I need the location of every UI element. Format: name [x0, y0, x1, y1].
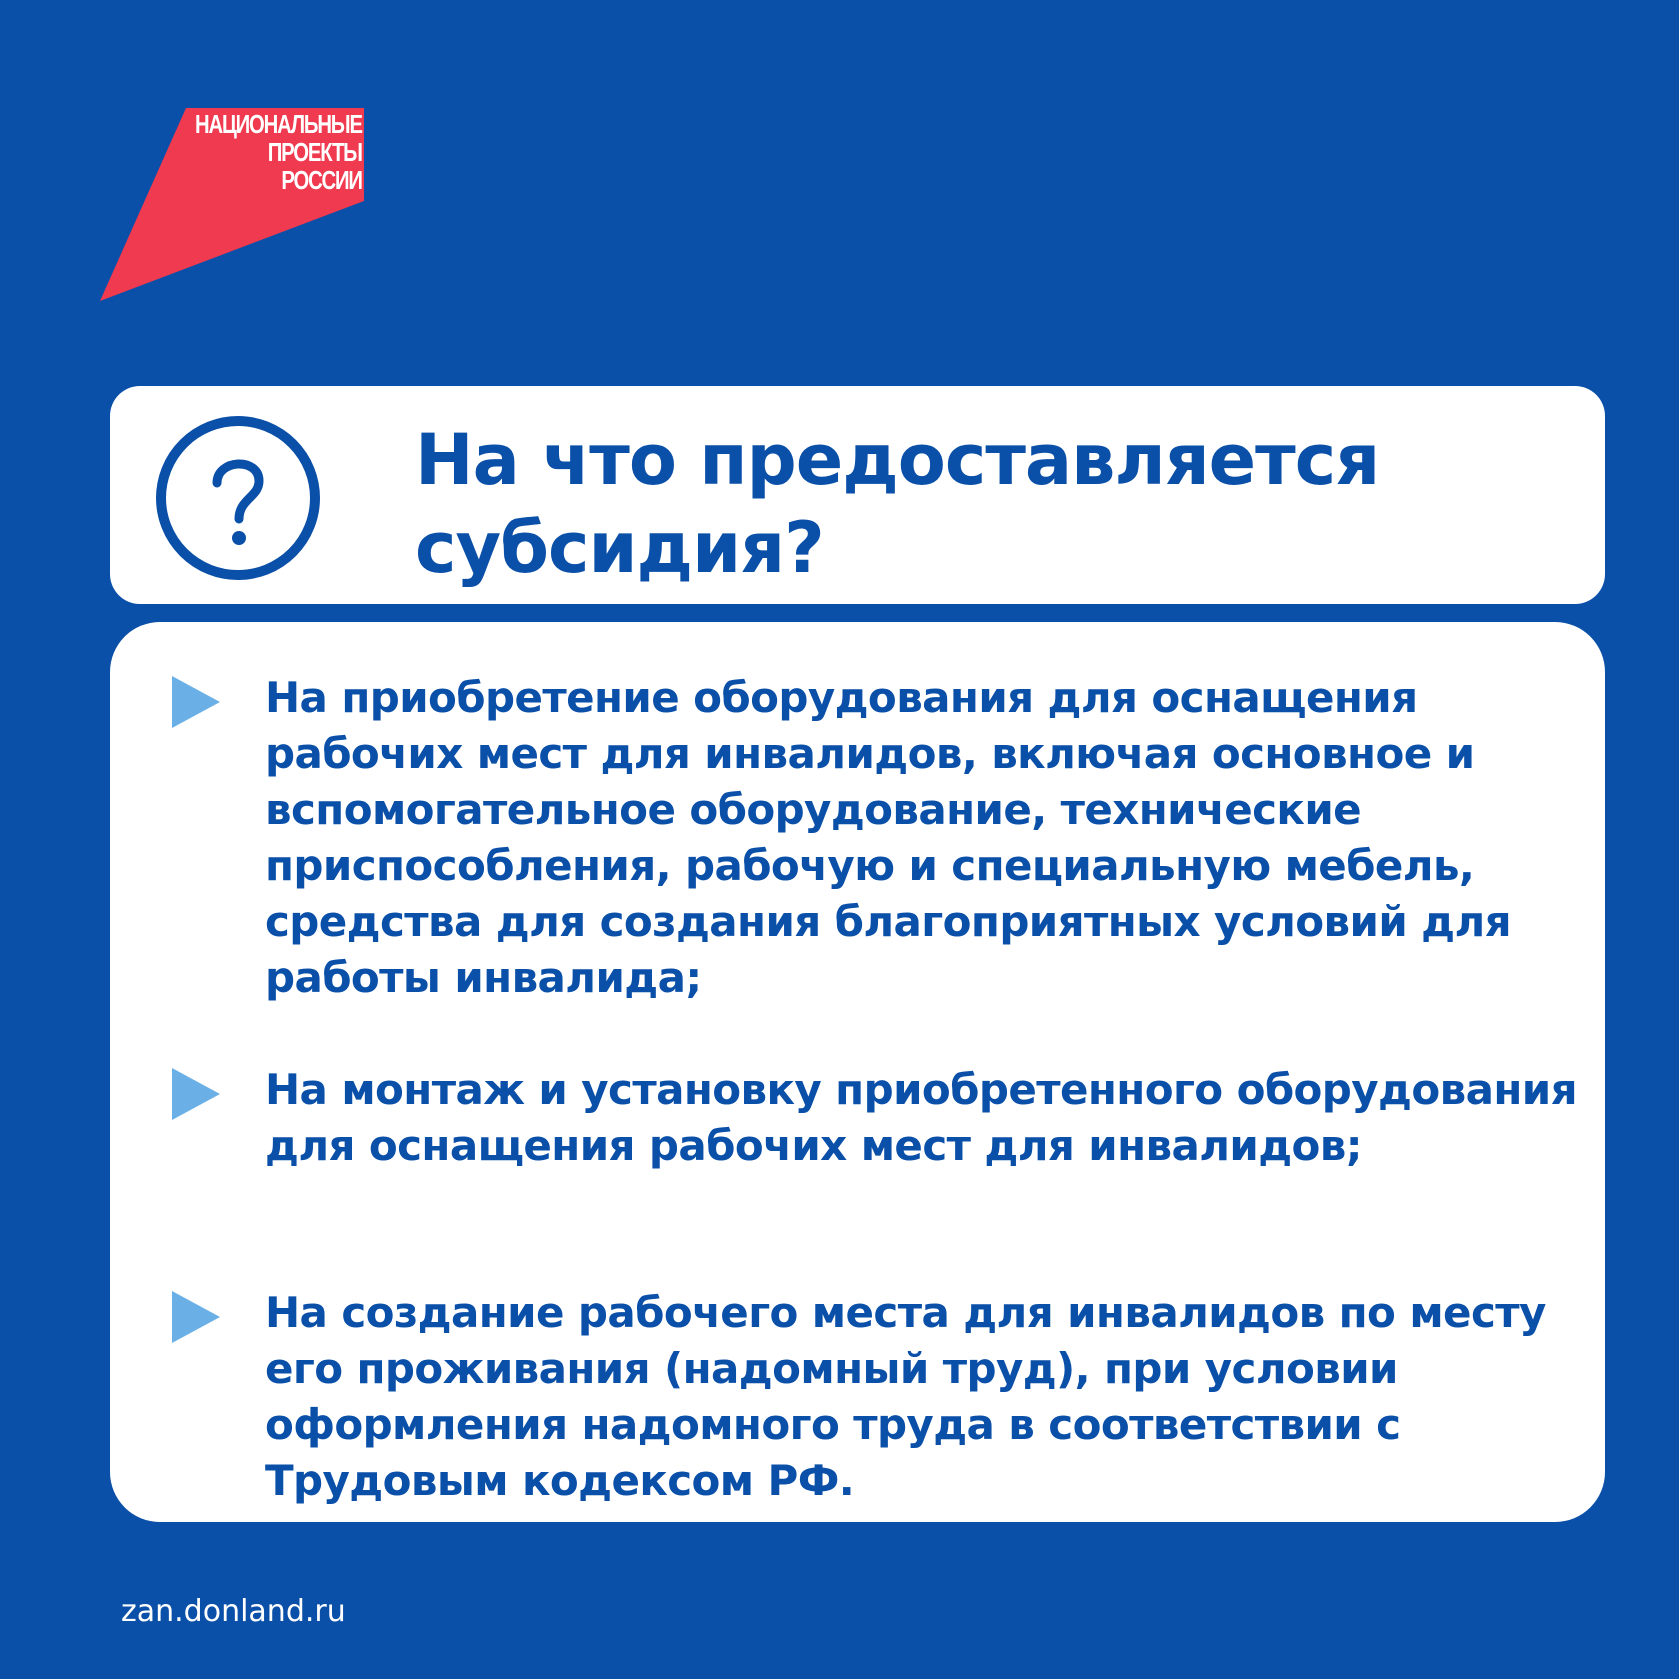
logo-line-1: НАЦИОНАЛЬНЫЕ [195, 109, 362, 139]
list-item-text: На создание рабочего места для инвалидов по месту его проживания (надомный труд), при условии оформления надомного труда в соответствии с Трудовым кодексом РФ. [265, 1288, 1546, 1505]
list-item-text: На монтаж и установку приобретенного оборудования для оснащения рабочих мест для инвалидов; [265, 1065, 1577, 1170]
website-url: zan.donland.ru [121, 1594, 346, 1629]
content-card [110, 622, 1605, 1522]
question-circle-icon [155, 415, 321, 581]
title-card [110, 386, 1605, 604]
logo-line-3: РОССИИ [281, 165, 362, 195]
triangle-bullet-icon [172, 1068, 220, 1120]
list-item-text: На приобретение оборудования для оснащения рабочих мест для инвалидов, включая основное и вспомогательное оборудование, технические приспособления, рабочую и специальную мебель, средства для создания благоприятных условий для работы инвалида; [265, 673, 1512, 1002]
triangle-bullet-icon [172, 1291, 220, 1343]
page-title: На что предоставляется субсидия? [415, 419, 1380, 589]
triangle-bullet-icon [172, 676, 220, 728]
national-projects-logo [100, 108, 370, 303]
logo-text [195, 110, 362, 194]
logo-line-2: ПРОЕКТЫ [267, 137, 362, 167]
